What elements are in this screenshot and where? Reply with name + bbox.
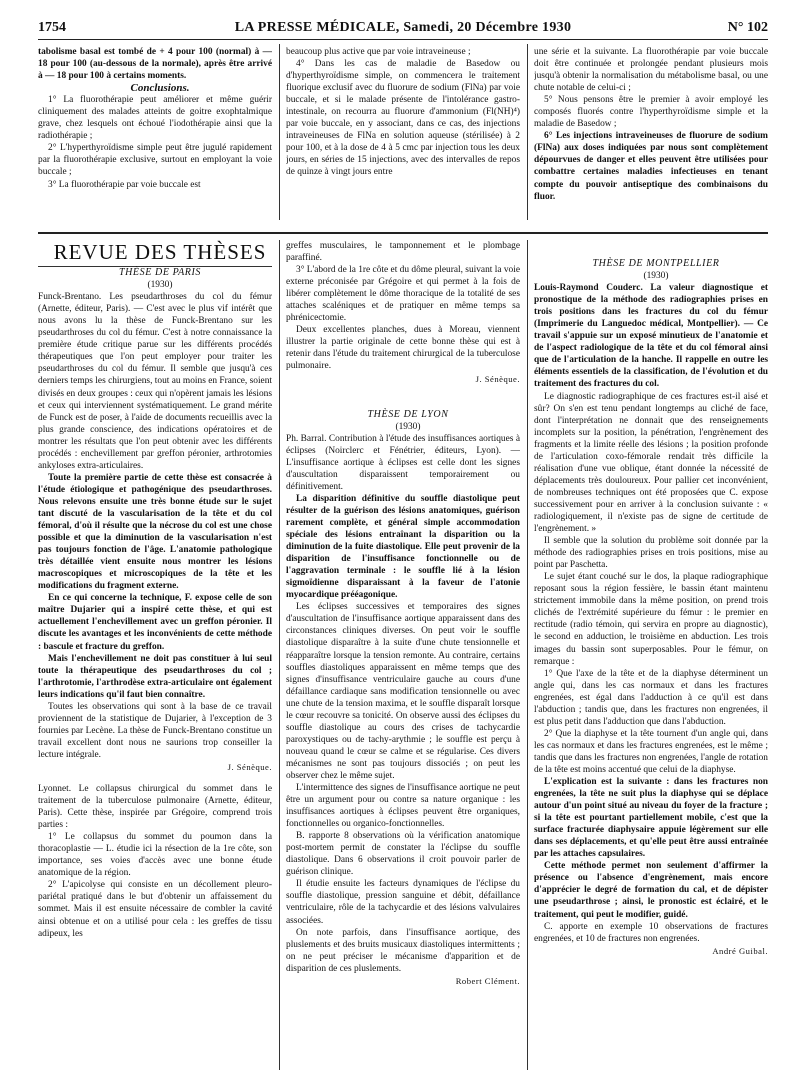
paragraph: tabolisme basal est tombé de + 4 pour 100 (normal) à — 18 pour 100 (au-dessous de la normale), après être arrivé à — 18 pour 100 à certains moments. — [38, 47, 272, 82]
paragraph: L'explication est la suivante : dans les fractures non engrenées, la tête ne suit plus la diaphyse qui se déplace autour d'un point situé au niveau du foyer de la fracture ; si la tête est pourtant partiellement mobile, c'est que la surface fracturée diaphysaire appuie légèrement sur elle dans ses déplacements, et qu'elle peut être aussi entraînée par les attaches capsulaires. — [534, 777, 768, 860]
paragraph: Il étudie ensuite les facteurs dynamiques de l'éclipse du souffle diastolique, pression sanguine et débit, défaillance ventriculaire, rôle de la tachycardie et des lésions valvulaires associées. — [286, 879, 520, 926]
paragraph: 4° Dans les cas de maladie de Basedow ou d'hyperthyroïdisme simple, on commencera le traitement fluorique exclusif avec du fluorure de sodium (FlNa) par voie buccale, et si le malade présente de l'intolérance gastro-intestinale, on recourra au fluorure d'ammonium (Fl(NH)⁴) par voie buccale, en y associant, dans ce cas, des injections intraveineuses de FlNa en solution aqueuse (stérilisée) à 2 pour 100, et à la dose de 4 à 5 cmc par injection tous les deux jours, en séries de 15 injections, avec des intervalles de repos de quinze à vingt jours entre — [286, 59, 520, 178]
paragraph: B. rapporte 8 observations où la vérification anatomique post-mortem permit de constater la l'éclipse du souffle diastolique. Dans 6 observations il croit pouvoir parler de guérison clinique. — [286, 831, 520, 878]
page-number: 1754 — [38, 20, 66, 35]
column-divider — [527, 44, 528, 220]
column-divider — [279, 240, 280, 1070]
issue-number: N° 102 — [727, 20, 768, 35]
thesis-heading-lyon: THÈSE DE LYON — [367, 408, 449, 420]
paragraph: La disparition définitive du souffle diastolique peut résulter de la guérison des lésions anatomiques, guérison rarement complète, et général simple accommodation spéciale des lésions entraînant la disparition ou la diminution de la fuite diastolique. Elle peut provenir de la disparition de l'insuffisance fonctionnelle ou de l'aggravation terminale : le souffle lié à la lésion sigmoïdienne disparaissant à la faveur de l'atonie myocardique prééagonique. — [286, 493, 520, 601]
section-rule — [38, 232, 768, 234]
paragraph: 1° Le collapsus du sommet du poumon dans la thoracoplastie — L. étudie ici la résection de la 1re côte, son importance, ses voies d'accès avec une bonne étude anatomique de la région. — [38, 832, 272, 879]
paragraph: 1° Que l'axe de la tête et de la diaphyse déterminent un angle qui, dans les cas normaux et dans les fractures engrenées, est égal dans l'adduction à ce qu'il est dans l'abduction ; tandis que, dans les fractures non engrenées, il est plus petit dans l'adduction que dans l'abduction. — [534, 668, 768, 727]
paragraph: Deux excellentes planches, dues à Moreau, viennent illustrer la partie originale de cette bonne thèse qui est à retenir dans l'étude du traitement chirurgical de la tuberculose pulmonaire. — [286, 325, 520, 372]
paragraph: Il semble que la solution du problème soit donnée par la méthode des radiographies prises en trois positions, mise au point par Paschetta. — [534, 536, 768, 571]
revue-column-1 — [38, 240, 272, 1072]
signature: J. Sénèque. — [475, 373, 520, 384]
paragraph: Louis-Raymond Couderc. La valeur diagnostique et pronostique de la méthode des radiographies prises en trois positions dans les fractures du col du fémur (Imprimerie du Languedoc médical, Montpellier). — Ce travail s'appuie sur un exposé minutieux de l'anatomie et de l'aspect radiologique de la tête et du col fémoral ainsi que de l'articulation de la hanche. Il rappelle en outre les éléments essentiels de la classification, de l'évolution et du traitement des fractures du col. — [534, 283, 768, 390]
paragraph: Ph. Barral. Contribution à l'étude des insuffisances aortiques à éclipses (Noirclerc et Fénétrier, éditeurs, Lyon). — L'insuffisance aortique à éclipses est celle dont les signes d'auscultation disparaissent temporairement ou définitivement. — [286, 433, 520, 492]
paragraph: Funck-Brentano. Les pseudarthroses du col du fémur (Arnette, éditeur, Paris). — C'est avec le plus vif intérêt que nous avons lu la thèse de Funck-Brentano sur les pseudarthroses du col du fémur. C'est à notre connaissance la première étude critique parue sur les différents procédés thérapeutiques que l'on peut employer pour traiter les pseudarthroses du col du fémur. Il semble que jusqu'à ces derniers temps les chirurgiens, tout au moins en France, soient divisés en deux groupes : ceux qui n'opèrent jamais les lésions et ceux qui interviennent systématiquement. Le grand mérite de Funck est de poser, à l'aide de documents recueillis avec la plus grande conscience, des indications opératoires et de montrer les résultats que l'on peut obtenir avec les différents procédés : enchevillement par greffon péronier, arthrotomies ankyloses extra-articulaires. — [38, 292, 272, 471]
paragraph: Mais l'enchevillement ne doit pas constituer à lui seul toute la thérapeutique des pseudarthroses du col ; l'arthrotomie, l'arthrodèse extra-articulaire ont également leurs indications qu'il faut bien connaître. — [38, 653, 272, 700]
paragraph: beaucoup plus active que par voie intraveineuse ; — [286, 47, 471, 57]
thesis-year: (1930) — [643, 271, 669, 282]
column-divider — [279, 44, 280, 220]
paragraph: 3° L'abord de la 1re côte et du dôme pleural, suivant la voie externe préconisée par Grégoire et qui permet à la fois de libérer complètement le dôme thoracique de la totalité de ses attaches scaléniques et de pratiquer en même temps sa phrénicectomie. — [286, 265, 520, 324]
paragraph: 2° Que la diaphyse et la tête tournent d'un angle qui, dans les cas normaux et dans les fractures engrenées, est le même ; tandis que dans les fractures non engrenées, l'angle de rotation de la tête est moins accentué que celui de la diaphyse. — [534, 728, 768, 775]
paragraph: greffes musculaires, le tamponnement et le plombage paraffiné. — [286, 241, 520, 264]
paragraph: Cette méthode permet non seulement d'affirmer la présence ou l'absence d'engrènement, mais encore d'apprécier le degré de formation du cal, et de dépister une pseudarthrose ; ainsi, le pronostic est éclairé, et le traitement, qui peut le modifier, guidé. — [534, 861, 768, 920]
thesis-heading-paris: THÈSE DE PARIS — [118, 267, 202, 279]
top-column-3 — [534, 46, 768, 224]
paragraph: 2° L'apicolyse qui consiste en un décollement pleuro-pariétal pratiqué dans le but d'obtenir un affaissement du sommet. Mais il est ensuite nécessaire de combler la cavité ainsi obtenue et on a utilisé pour cela : les greffes de tissu adipeux, les — [38, 880, 272, 939]
section-heading: Conclusions. — [130, 82, 190, 95]
paragraph: Toute la première partie de cette thèse est consacrée à l'étude étiologique et pathogénique des pseudarthroses. Nous relevons ensuite une très bonne étude sur le sujet tant discuté de la vascularisation de la tête et du col fémoral, d'où il résulte que la nécrose du col est une chose possible et que la diminution de la vascularisation n'est pas toujours fonction de l'âge. L'anatomie pathologique très détaillée vient ensuite nous montrer les lésions macroscopiques et microscopiques de la tête et les modifications du fragment externe. — [38, 472, 272, 592]
revue-column-3 — [534, 240, 768, 1072]
paragraph: une série et la suivante. La fluorothérapie par voie buccale doit être continuée et prolongée pendant plusieurs mois jusqu'à obtenir la normalisation du métabolisme basal, ou une chute notable de celui-ci ; — [534, 47, 768, 94]
paragraph: Le sujet étant couché sur le dos, la plaque radiographique reposant sous la région fessière, le bassin étant maintenu strictement immobile dans la même position, on prend trois clichés de l'extrémité supérieure du fémur : le premier en rectitude (radio témoin, qui servira en propre au diagnostic), le second en adduction, le troisième en abduction. Les trois images du bassin sont superposables. Pour le fémur, on remarque : — [534, 572, 768, 667]
paragraph: 1° La fluorothérapie peut améliorer et même guérir cliniquement des malades atteints de goitre exophtalmique grave, chez lesquels ont échoué l'iodothérapie ainsi que la radiothérapie ; — [38, 95, 272, 142]
paragraph: 6° Les injections intraveineuses de fluorure de sodium (FlNa) aux doses indiquées par nous sont complètement dépourvues de danger et elles peuvent être utilisées pour combattre certaines maladies infectieuses en tenant compte du pouvoir antiseptique des combinaisons du fluor. — [534, 131, 768, 202]
paragraph: 3° La fluorothérapie par voie buccale est — [48, 179, 201, 190]
paragraph: On note parfois, dans l'insuffisance aortique, des pluslements et des bruits musicaux diastoliques intermittents ; on ne peut préciser le mécanisme d'apparition et de disparition de ces pluslements. — [286, 927, 520, 974]
running-header — [38, 20, 768, 38]
thesis-year: (1930) — [147, 280, 173, 291]
journal-title: LA PRESSE MÉDICALE, Samedi, 20 Décembre 1930 — [234, 20, 572, 35]
paragraph: Le diagnostic radiographique de ces fractures est-il aisé et sûr? On s'en est tenu pendant longtemps au cliché de face, dont l'interprétation ne donnait que des renseignements incomplets sur la position, la pénétration, l'engrènement des fragments et la limite réelle des lésions ; la position profonde de l'articulation coxo-fémorale rendait très difficile la réalisation d'une vue oblique, étant donnée la nécessité de déplacements très douloureux. Pour pallier cet inconvénient, de nombreuses techniques ont été proposées que C. expose successivement pour en arriver à la conclusion suivante : « radiologiquement, il n'existe pas de signe de certitude de l'engrènement. » — [534, 391, 768, 535]
thesis-year: (1930) — [395, 421, 421, 432]
thesis-heading-montpellier: THÈSE DE MONTPELLIER — [592, 258, 720, 269]
revue-column-2 — [286, 240, 520, 1072]
signature: Robert Clément. — [455, 975, 520, 986]
paragraph: 5° Nous pensons être le premier à avoir employé les composés fluorés contre l'hyperthyroïdisme simple et la maladie de Basedow ; — [534, 95, 768, 130]
revue-title: REVUE DES THÈSES — [38, 240, 272, 267]
top-column-1 — [38, 46, 272, 224]
signature: J. Sénèque. — [227, 761, 272, 772]
paragraph: En ce qui concerne la technique, F. expose celle de son maître Dujarier qui a inspiré cette thèse, et qui est actuellement l'enchevillement avec un greffon péronier. Il discute les avantages et les inconvénients de cette méthode : bascule et fracture du greffon. — [38, 593, 272, 652]
header-rule — [38, 39, 768, 40]
paragraph: Les éclipses successives et temporaires des signes d'auscultation de l'insuffisance aortique apparaissent dans des circonstances cliniques diverses. On peut voir le souffle diastolique disparaître à la suite d'une chute tensionnelle et réapparaître lorsque la tension remonte. Au contraire, certains souffles diastoliques apparaissent en même temps que des signes d'insuffisance ventriculaire gauche au cours d'une défaillance cardiaque sans modification tensionnelle ou avec une chute de la tension maxima, et le souffle disparaît lorsque le cœur recouvre sa tonicité. On observe aussi des éclipses du souffle diastolique au cours des crises de tachycardie paroxystiques ou de tachy-arythmie ; le souffle est perçu à nouveau quand le cœur se calme et se régularise. Ces divers mécanismes ne sont pas toujours dissociés ; on peut les observer chez le même sujet. — [286, 602, 520, 781]
top-column-2 — [286, 46, 520, 224]
paragraph: L'intermittence des signes de l'insuffisance aortique ne peut être un argument pour ou contre sa nature organique : les insuffisances aortiques à éclipses peuvent être organiques, fonctionnelles ou organico-fonctionnelles. — [286, 783, 520, 830]
paragraph: Toutes les observations qui sont à la base de ce travail proviennent de la statistique de Dujarier, à l'exception de 3 fournies par Lecène. La thèse de Funck-Brentano constitue un travail excellent dont nous ne saurions trop conseiller la lecture intégrale. — [38, 701, 272, 760]
paragraph: 2° L'hyperthyroïdisme simple peut être jugulé rapidement par la fluorothérapie exclusive, surtout en employant la voie buccale ; — [38, 143, 272, 178]
column-divider — [527, 240, 528, 1070]
paragraph: Lyonnet. Le collapsus chirurgical du sommet dans le traitement de la tuberculose pulmonaire (Arnette, éditeur, Paris). Cette thèse, inspirée par Grégoire, comprend trois parties : — [38, 784, 272, 831]
signature: André Guibal. — [712, 945, 768, 956]
paragraph: C. apporte en exemple 10 observations de fractures engrenées, et 10 de fractures non engrenées. — [534, 921, 768, 944]
